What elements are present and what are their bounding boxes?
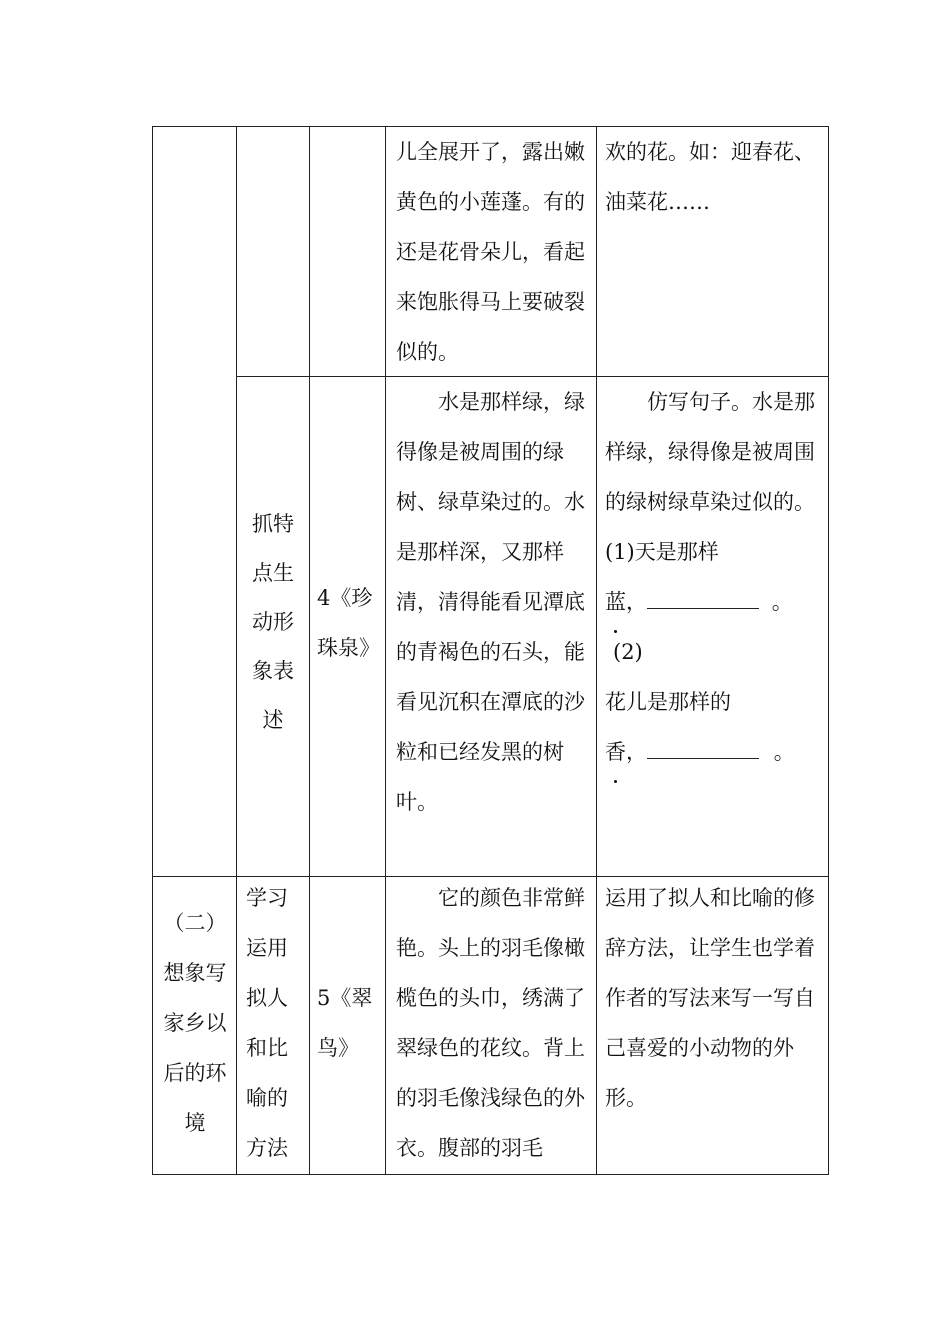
row3-note-cell: 运用了拟人和比喻的修辞方法，让学生也学着作者的写法来写一写自己喜爱的小动物的外形。 <box>605 886 815 1110</box>
exercise-q1-comma: ， <box>626 590 647 614</box>
emphasis-word-blue: 蓝 <box>605 577 626 627</box>
row3-method-cell: 学习运用拟人和比喻的方法 <box>246 886 288 1160</box>
exercise-q1-label: (1)天是那样 <box>605 540 719 564</box>
row3-lesson-cell: 5《翠鸟》 <box>317 986 373 1060</box>
column-divider <box>596 127 597 1174</box>
row2-exercise-cell <box>605 377 825 777</box>
exercise-q2-line <box>605 727 825 777</box>
q2-answer-blank[interactable] <box>647 736 759 759</box>
emphasis-word-fragrant: 香 <box>605 727 626 777</box>
row1-content-cell: 儿全展开了，露出嫩黄色的小莲蓬。有的还是花骨朵儿，看起来饱胀得马上要破裂似的。 <box>396 140 585 364</box>
lesson-table <box>152 126 829 1175</box>
exercise-q1-line <box>605 577 825 677</box>
column-divider <box>309 127 310 1174</box>
row3-content-cell: 它的颜色非常鲜艳。头上的羽毛像橄榄色的头巾，绣满了翠绿色的花纹。背上的羽毛像浅绿色的外衣。腹部的羽毛 <box>396 886 585 1160</box>
q1-answer-blank[interactable] <box>647 586 759 609</box>
row1-note-cell: 欢的花。如：迎春花、油菜花…… <box>605 140 815 214</box>
column-divider <box>385 127 386 1174</box>
row2-lesson-cell: 4《珍珠泉》 <box>317 586 380 660</box>
row2-method-cell: 抓特点生动形象表述 <box>252 512 294 732</box>
exercise-q2-number: (2) <box>613 640 643 664</box>
column-divider <box>236 127 237 1174</box>
row2-content-cell: 水是那样绿，绿得像是被周围的绿树、绿草染过的。水是那样深，又那样清，清得能看见潭底的青褐色的石头，能看见沉积在潭底的沙粒和已经发黑的树叶。 <box>396 390 585 814</box>
exercise-q2-end: 。 <box>773 740 795 764</box>
exercise-q1-end: 。 <box>771 590 793 614</box>
exercise-q2-comma: ， <box>626 740 647 764</box>
exercise-q2-label: 花儿是那样的 <box>605 690 731 714</box>
row3-unit-cell: （二）想象写家乡以后的环境 <box>163 911 227 1135</box>
exercise-intro: 仿写句子。水是那样绿，绿得像是被周围的绿树绿草染过似的。 <box>605 390 815 514</box>
